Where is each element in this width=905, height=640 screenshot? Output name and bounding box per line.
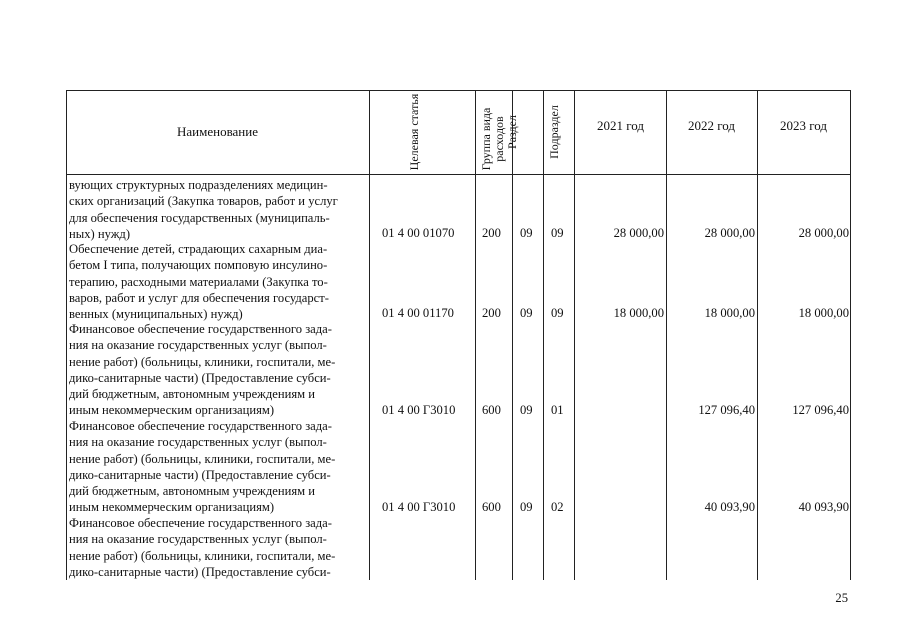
row-3-section: 09 xyxy=(520,403,533,417)
col-divider-target xyxy=(475,90,476,580)
row-2-group: 200 xyxy=(482,306,501,320)
row-1-2023: 28 000,00 xyxy=(798,226,849,240)
row-3-group: 600 xyxy=(482,403,501,417)
row-2-subsection: 09 xyxy=(551,306,564,320)
col-divider-section xyxy=(543,90,544,580)
header-group: Группа вида расходов xyxy=(479,107,506,171)
header-name: Наименование xyxy=(177,124,258,139)
row-4-code: 01 4 00 Г3010 xyxy=(382,500,456,514)
row-2-2021: 18 000,00 xyxy=(613,306,664,320)
row-5-name: Финансовое обеспечение государственного зада- ния на оказание государственных услуг (выпол- нение работ) (больницы, клиники, госпитали, ме- дико-санитарные части) (Предоставление субси- xyxy=(69,516,336,579)
row-3-2023: 127 096,40 xyxy=(792,403,849,417)
header-subsection: Подраздел xyxy=(547,105,561,159)
table-right-border xyxy=(850,90,851,580)
row-1-name: вующих структурных подразделениях медицин- ских организаций (Закупка товаров, работ и услуг для обеспечения государственных (муниципаль- ных) нужд) xyxy=(69,178,338,241)
row-3-subsection: 01 xyxy=(551,403,564,417)
row-4-section: 09 xyxy=(520,500,533,514)
row-2-name: Обеспечение детей, страдающих сахарным диа- бетом I типа, получающих помповую инсулино- терапию, расходными материалами (Закупка то- варов, работ и услуг для обеспечения государст- венных (муниципальных) нужд) xyxy=(69,242,329,322)
row-1-2021: 28 000,00 xyxy=(613,226,664,240)
row-2-section: 09 xyxy=(520,306,533,320)
row-4-name: Финансовое обеспечение государственного зада- ния на оказание государственных услуг (выпол- нение работ) (больницы, клиники, госпитали, ме- дико-санитарные части) (Предоставление субси- дий бюджетным, автономным учреждениям и иным некоммерческим организациям) xyxy=(69,419,336,515)
header-2022: 2022 год xyxy=(688,118,735,133)
row-2-2022: 18 000,00 xyxy=(704,306,755,320)
header-section: Раздел xyxy=(505,115,519,149)
row-1-group: 200 xyxy=(482,226,501,240)
row-1-code: 01 4 00 01070 xyxy=(382,226,455,240)
page-number: 25 xyxy=(835,591,848,605)
row-1-section: 09 xyxy=(520,226,533,240)
row-1-subsection: 09 xyxy=(551,226,564,240)
table-header-divider xyxy=(66,174,851,175)
table-top-border xyxy=(66,90,851,91)
col-divider-subsection xyxy=(574,90,575,580)
header-2023: 2023 год xyxy=(780,118,827,133)
row-3-2022: 127 096,40 xyxy=(698,403,755,417)
row-1-2022: 28 000,00 xyxy=(704,226,755,240)
row-4-2023: 40 093,90 xyxy=(798,500,849,514)
row-2-code: 01 4 00 01170 xyxy=(382,306,454,320)
col-divider-name xyxy=(369,90,370,580)
header-2021: 2021 год xyxy=(597,118,644,133)
row-4-subsection: 02 xyxy=(551,500,564,514)
row-3-name: Финансовое обеспечение государственного зада- ния на оказание государственных услуг (выпол- нение работ) (больницы, клиники, госпитали, ме- дико-санитарные части) (Предоставление субси- дий бюджетным, автономным учреждениям и иным некоммерческим организациям) xyxy=(69,322,336,418)
row-2-2023: 18 000,00 xyxy=(798,306,849,320)
row-3-code: 01 4 00 Г3010 xyxy=(382,403,456,417)
table-left-border xyxy=(66,90,67,580)
row-4-2022: 40 093,90 xyxy=(704,500,755,514)
row-4-group: 600 xyxy=(482,500,501,514)
header-target: Целевая статья xyxy=(407,93,421,171)
